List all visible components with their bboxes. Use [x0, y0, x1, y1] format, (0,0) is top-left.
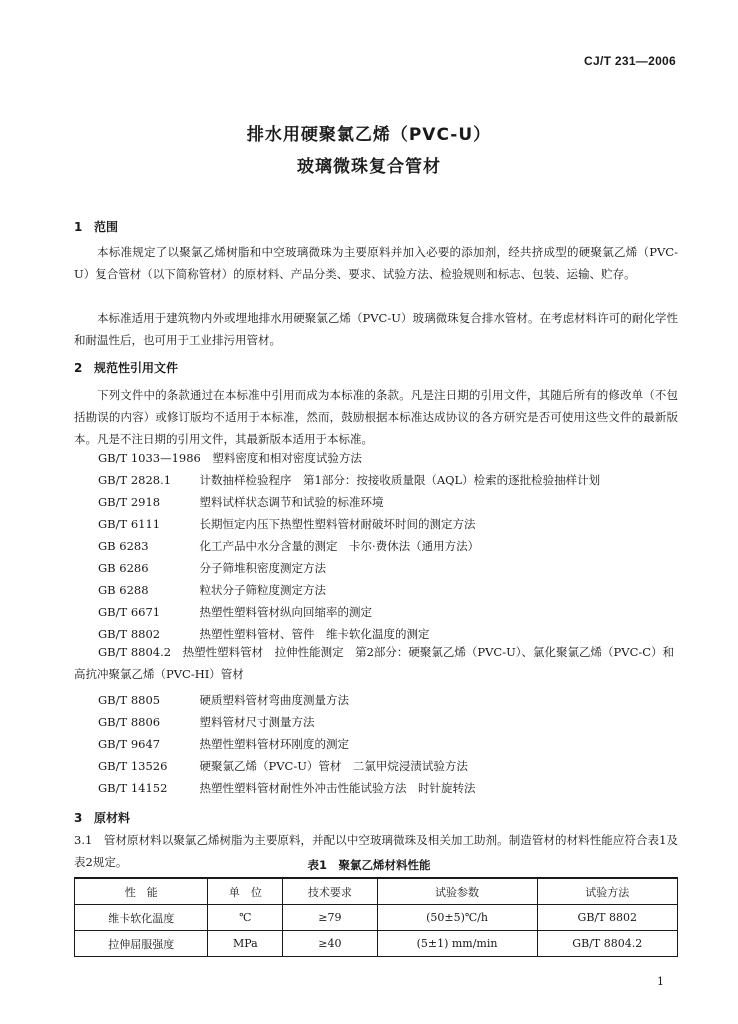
reference-item — [74, 641, 678, 685]
reference-code: GB 6288 — [98, 583, 149, 597]
reference-title: 热塑性塑料管材纵向回缩率的测定 — [199, 605, 372, 619]
reference-title: 硬聚氯乙烯（PVC-U）管材 二氯甲烷浸渍试验方法 — [199, 759, 468, 773]
section-number: 1 — [74, 220, 83, 234]
table-row — [75, 905, 678, 931]
section-1-paragraph-2: 本标准适用于建筑物内外或埋地排水用硬聚氯乙烯（PVC-U）玻璃微珠复合排水管材。在考虑材料许可的耐化学性和耐温性后，也可用于工业排污用管材。 — [74, 311, 678, 347]
document-title-line2: 玻璃微珠复合管材 — [297, 157, 441, 177]
table-cell: (50±5)℃/h — [377, 905, 537, 931]
section-1-paragraph-1: 本标准规定了以聚氯乙烯树脂和中空玻璃微珠为主要原料并加入必要的添加剂，经共挤成型的硬聚氯乙烯（PVC-U）复合管材（以下简称管材）的原材料、产品分类、要求、试验方法、检验规则和标志、包装、运输、贮存。 — [74, 245, 678, 281]
reference-title: 热塑性塑料管材环刚度的测定 — [199, 737, 349, 751]
reference-code: GB 6283 — [98, 539, 149, 553]
table-header-row — [75, 878, 678, 905]
reference-item — [98, 604, 372, 620]
table-cell: ≥40 — [283, 931, 377, 957]
table-cell: GB/T 8802 — [537, 905, 677, 931]
reference-code: GB/T 2918 — [98, 495, 161, 509]
reference-item — [98, 472, 600, 488]
reference-item — [98, 758, 468, 774]
reference-item — [98, 494, 384, 510]
reference-title: 硬质塑料管材弯曲度测量方法 — [199, 693, 349, 707]
reference-title: 长期恒定内压下热塑性塑料管材耐破坏时间的测定方法 — [199, 517, 476, 531]
reference-title: 分子筛堆积密度测定方法 — [199, 561, 326, 575]
reference-code: GB/T 8802 — [98, 627, 161, 641]
reference-item — [98, 450, 362, 466]
reference-item — [98, 516, 476, 532]
section-number: 3 — [74, 811, 83, 825]
reference-title: 计数抽样检验程序 第1部分：按接收质量限（AQL）检索的逐批检验抽样计划 — [199, 473, 601, 487]
column-header: 技术要求 — [283, 878, 377, 905]
column-header: 单 位 — [208, 878, 283, 905]
reference-title: 化工产品中水分含量的测定 卡尔·费休法（通用方法） — [199, 539, 480, 553]
column-header: 试验方法 — [537, 878, 677, 905]
reference-code: GB/T 8805 — [98, 693, 161, 707]
reference-title: 塑料管材尺寸测量方法 — [199, 715, 315, 729]
page-number: 1 — [657, 975, 664, 988]
section-title: 规范性引用文件 — [94, 361, 179, 375]
section-title: 原材料 — [94, 811, 131, 825]
table-cell: 拉伸屈服强度 — [75, 931, 208, 957]
section-3-paragraph-1: 3.1 管材原材料以聚氯乙烯树脂为主要原料，并配以中空玻璃微珠及相关加工助剂。制造管材的材料性能应符合表1及表2规定。 — [74, 833, 678, 869]
reference-code: GB/T 8804.2 — [98, 645, 172, 659]
reference-code: GB 6286 — [98, 561, 149, 575]
document-title-line1: 排水用硬聚氯乙烯（PVC-U） — [246, 125, 492, 145]
table-cell: 维卡软化温度 — [75, 905, 208, 931]
reference-code: GB/T 2828.1 — [98, 473, 172, 487]
reference-item — [98, 736, 349, 752]
section-title: 范围 — [94, 220, 119, 234]
reference-code: GB/T 6111 — [98, 517, 161, 531]
reference-title: 粒状分子筛粒度测定方法 — [199, 583, 326, 597]
section-2-heading — [74, 359, 178, 376]
reference-item — [98, 626, 430, 642]
reference-title: 热塑性塑料管材 拉伸性能测定 第2部分：硬聚氯乙烯（PVC-U）、氯化聚氯乙烯（PVC-C）和高抗冲聚氯乙烯（PVC-HI）管材 — [74, 645, 675, 681]
reference-code: GB/T 8806 — [98, 715, 161, 729]
reference-title: 热塑性塑料管材耐性外冲击性能试验方法 时针旋转法 — [199, 781, 476, 795]
reference-item — [98, 582, 326, 598]
material-properties-table — [74, 877, 678, 957]
reference-code: GB/T 1033—1986 — [98, 451, 201, 465]
reference-item — [98, 692, 349, 708]
table-cell: (5±1) mm/min — [377, 931, 537, 957]
reference-code: GB/T 6671 — [98, 605, 161, 619]
column-header: 试验参数 — [377, 878, 537, 905]
section-2-intro: 下列文件中的条款通过在本标准中引用而成为本标准的条款。凡是注日期的引用文件，其随后所有的修改单（不包括勘误的内容）或修订版均不适用于本标准，然而，鼓励根据本标准达成协议的各方研究是否可使用这些文件的最新版本。凡是不注日期的引用文件，其最新版本适用于本标准。 — [74, 388, 678, 446]
reference-code: GB/T 13526 — [98, 759, 168, 773]
reference-item — [98, 714, 315, 730]
reference-code: GB/T 9647 — [98, 737, 161, 751]
reference-item — [98, 560, 326, 576]
reference-title: 塑料试样状态调节和试验的标准环境 — [199, 495, 384, 509]
section-1-heading — [74, 218, 118, 235]
table-cell: MPa — [208, 931, 283, 957]
table-caption: 表1 聚氯乙烯材料性能 — [307, 858, 431, 872]
table-cell: GB/T 8804.2 — [537, 931, 677, 957]
reference-title: 热塑性塑料管材、管件 维卡软化温度的测定 — [199, 627, 430, 641]
reference-item — [98, 780, 476, 796]
standard-code: CJ/T 231—2006 — [584, 54, 676, 68]
reference-title: 塑料密度和相对密度试验方法 — [212, 451, 362, 465]
reference-code: GB/T 14152 — [98, 781, 168, 795]
table-cell: ≥79 — [283, 905, 377, 931]
table-cell: ℃ — [208, 905, 283, 931]
reference-item — [98, 538, 479, 554]
section-number: 2 — [74, 361, 83, 375]
column-header: 性 能 — [75, 878, 208, 905]
table-row — [75, 931, 678, 957]
